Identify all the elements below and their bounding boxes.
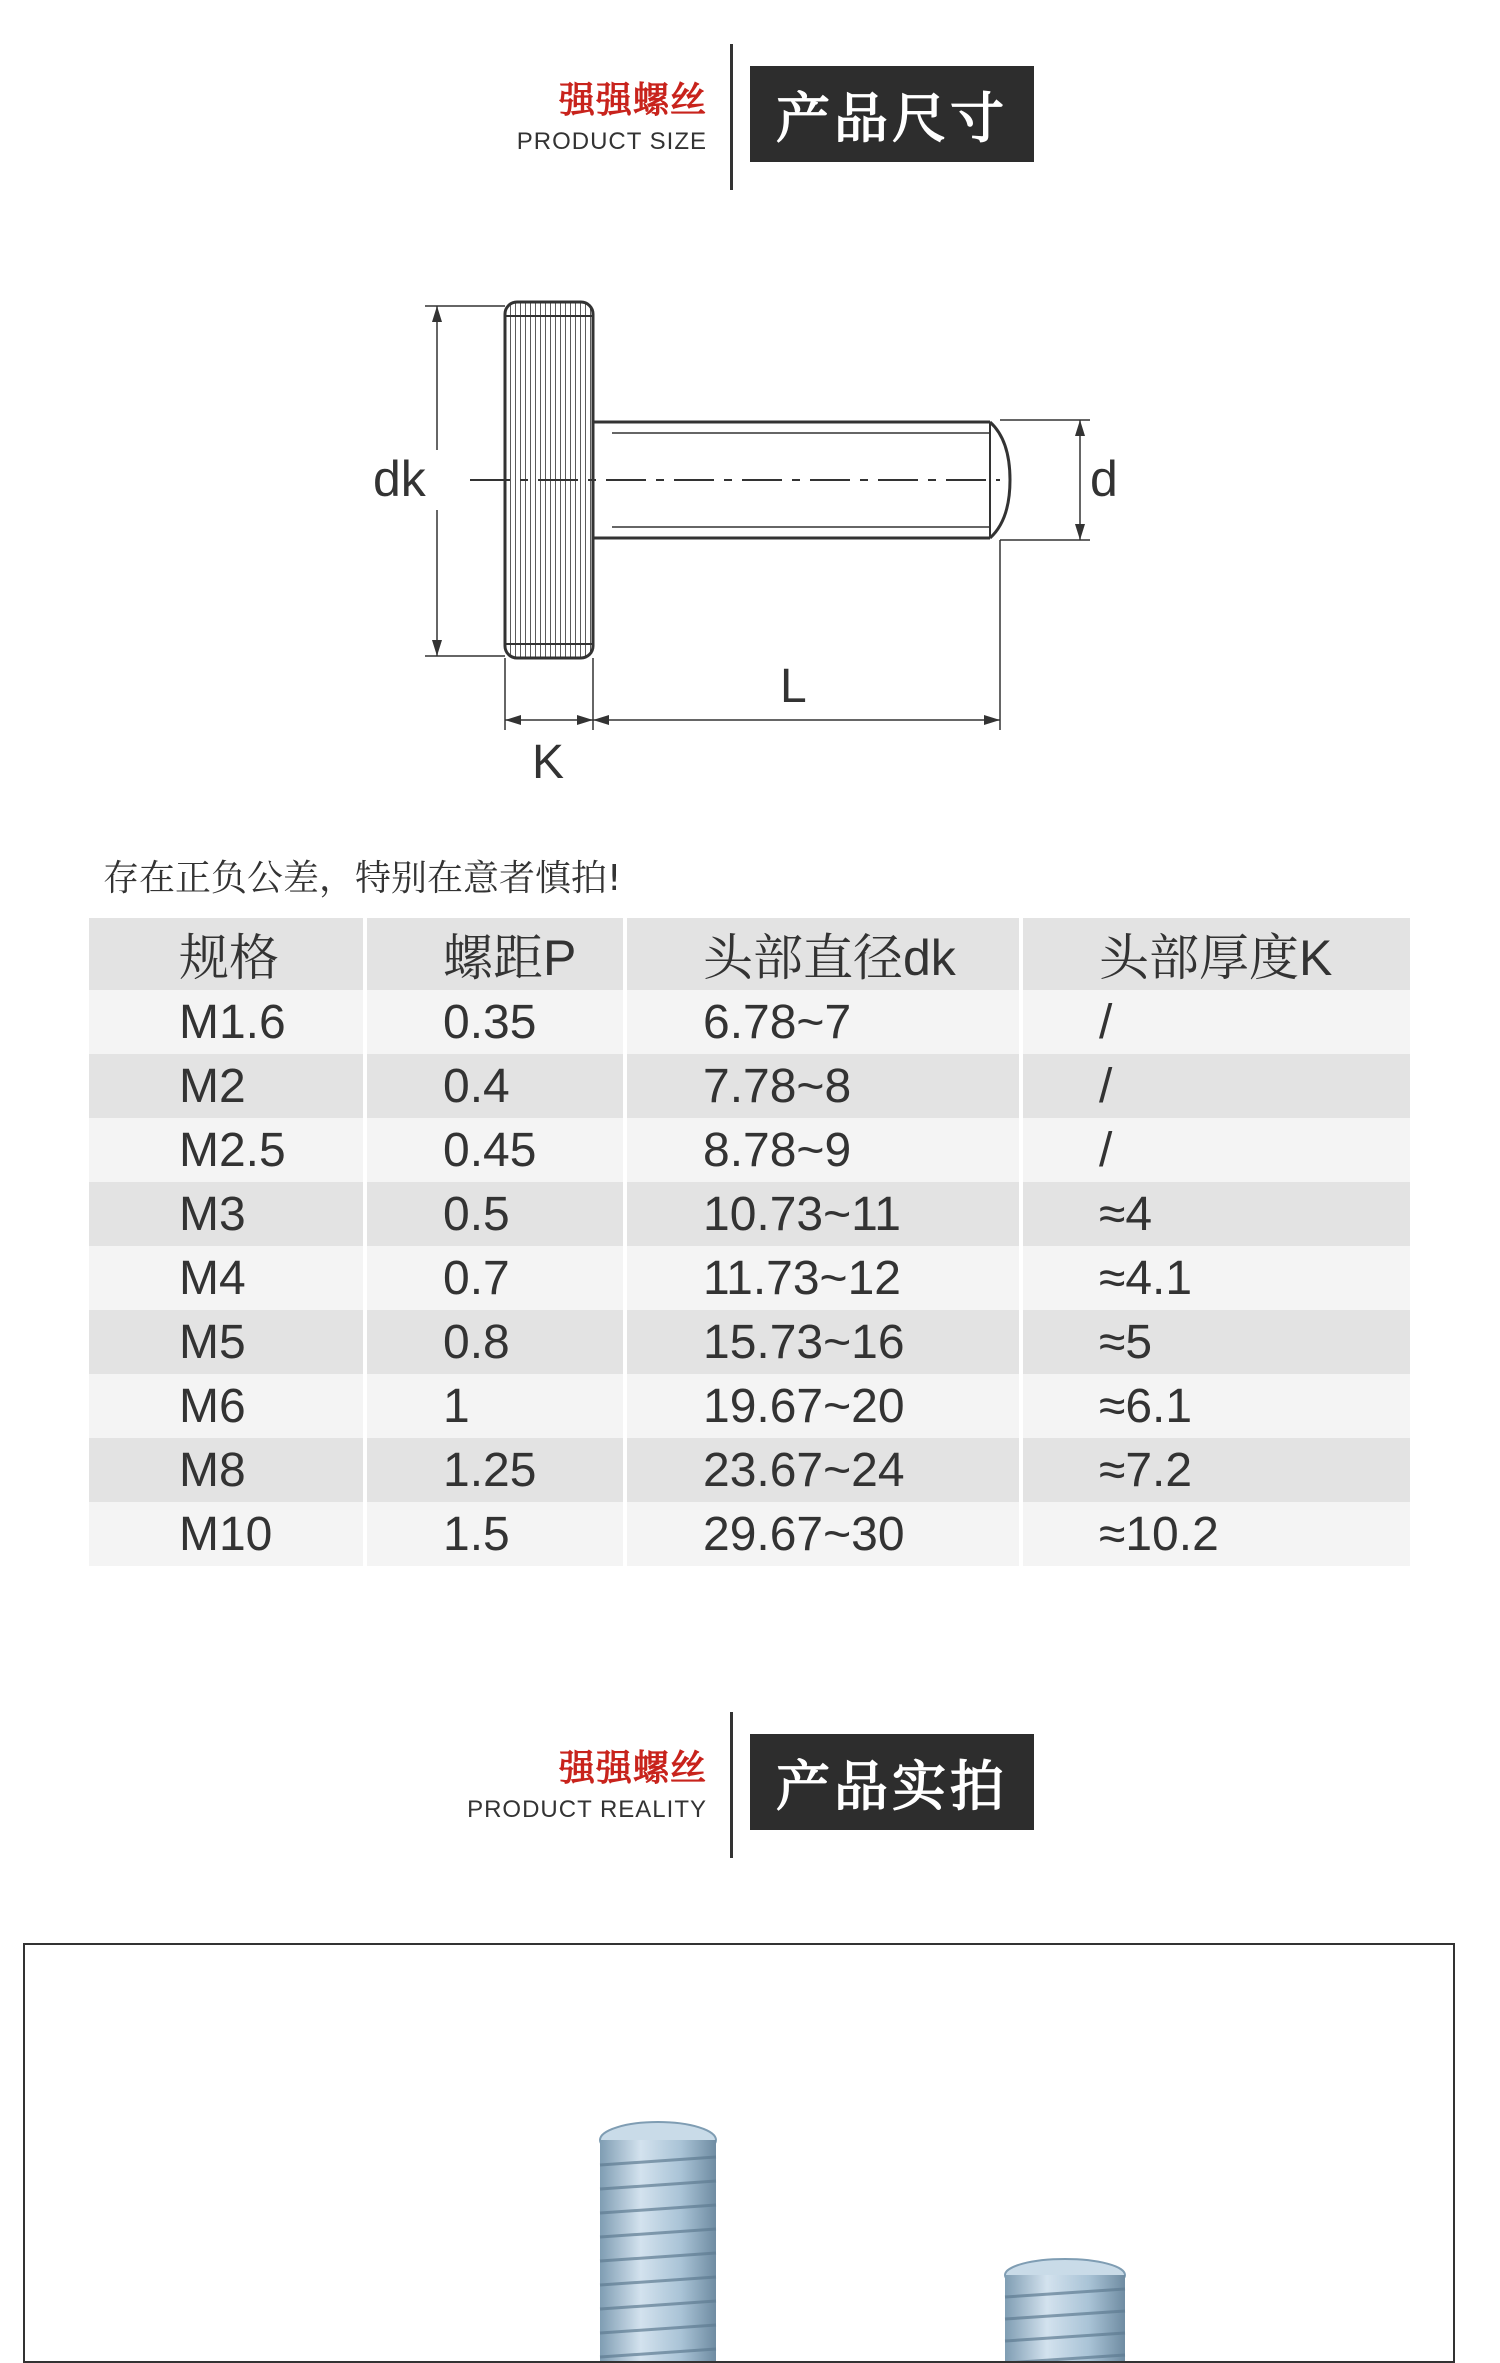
cell-spec: M6: [89, 1374, 363, 1438]
product-photo: [25, 1945, 1455, 2363]
header-head-diameter: 头部直径dk: [627, 918, 1019, 990]
cell-head-thickness: ≈5: [1023, 1310, 1410, 1374]
table-row: [89, 1374, 1410, 1438]
table-row: [89, 990, 1410, 1054]
cell-spec: M10: [89, 1502, 363, 1566]
cell-head-diameter: 23.67~24: [627, 1438, 1019, 1502]
table-row: [89, 1502, 1410, 1566]
cell-head-thickness: /: [1023, 1054, 1410, 1118]
cell-head-thickness: ≈4.1: [1023, 1246, 1410, 1310]
cell-spec: M2.5: [89, 1118, 363, 1182]
spec-table: [85, 918, 1414, 1566]
header-head-thickness: 头部厚度K: [1023, 918, 1410, 990]
table-row: [89, 1182, 1410, 1246]
table-row: [89, 1118, 1410, 1182]
cell-head-diameter: 15.73~16: [627, 1310, 1019, 1374]
table-row: [89, 1246, 1410, 1310]
d-label: d: [1090, 451, 1118, 507]
table-header-row: [89, 918, 1410, 990]
cell-pitch: 0.4: [367, 1054, 623, 1118]
cell-spec: M5: [89, 1310, 363, 1374]
cell-head-thickness: /: [1023, 1118, 1410, 1182]
cell-head-thickness: ≈10.2: [1023, 1502, 1410, 1566]
screw-drawing: [0, 270, 1500, 790]
cell-pitch: 1: [367, 1374, 623, 1438]
header-divider: [730, 44, 733, 190]
cell-pitch: 1.25: [367, 1438, 623, 1502]
brand-name: 强强螺丝: [558, 80, 707, 121]
cell-spec: M8: [89, 1438, 363, 1502]
k-label: K: [532, 736, 565, 789]
cell-head-diameter: 8.78~9: [627, 1118, 1019, 1182]
header-divider: [730, 1712, 733, 1858]
section-title: 产品实拍: [750, 1734, 1034, 1830]
cell-spec: M4: [89, 1246, 363, 1310]
cell-head-diameter: 7.78~8: [627, 1054, 1019, 1118]
cell-spec: M2: [89, 1054, 363, 1118]
cell-head-thickness: ≈4: [1023, 1182, 1410, 1246]
cell-head-diameter: 19.67~20: [627, 1374, 1019, 1438]
table-row: [89, 1054, 1410, 1118]
product-photo-frame: [23, 1943, 1455, 2363]
screw-photo-large: [600, 2122, 716, 2363]
l-label: L: [780, 660, 807, 713]
cell-head-diameter: 29.67~30: [627, 1502, 1019, 1566]
cell-pitch: 0.8: [367, 1310, 623, 1374]
cell-head-thickness: /: [1023, 990, 1410, 1054]
section-title: 产品尺寸: [750, 66, 1034, 162]
header-spec: 规格: [89, 918, 363, 990]
cell-pitch: 1.5: [367, 1502, 623, 1566]
screw-dimension-diagram: [0, 270, 1500, 790]
cell-pitch: 0.45: [367, 1118, 623, 1182]
header-pitch: 螺距P: [367, 918, 623, 990]
cell-head-thickness: ≈7.2: [1023, 1438, 1410, 1502]
cell-head-diameter: 6.78~7: [627, 990, 1019, 1054]
cell-head-thickness: ≈6.1: [1023, 1374, 1410, 1438]
table-row: [89, 1438, 1410, 1502]
tolerance-note: 存在正负公差，特别在意者慎拍!: [103, 858, 622, 899]
cell-pitch: 0.35: [367, 990, 623, 1054]
cell-spec: M1.6: [89, 990, 363, 1054]
section-subtitle: PRODUCT REALITY: [467, 1796, 707, 1823]
cell-pitch: 0.7: [367, 1246, 623, 1310]
cell-pitch: 0.5: [367, 1182, 623, 1246]
cell-head-diameter: 10.73~11: [627, 1182, 1019, 1246]
section-subtitle: PRODUCT SIZE: [516, 128, 707, 155]
d-dimension: [1000, 420, 1090, 540]
cell-spec: M3: [89, 1182, 363, 1246]
table-row: [89, 1310, 1410, 1374]
brand-name: 强强螺丝: [558, 1748, 707, 1789]
screw-photo-small: [1005, 2259, 1125, 2363]
dk-label: dk: [373, 451, 426, 507]
cell-head-diameter: 11.73~12: [627, 1246, 1019, 1310]
